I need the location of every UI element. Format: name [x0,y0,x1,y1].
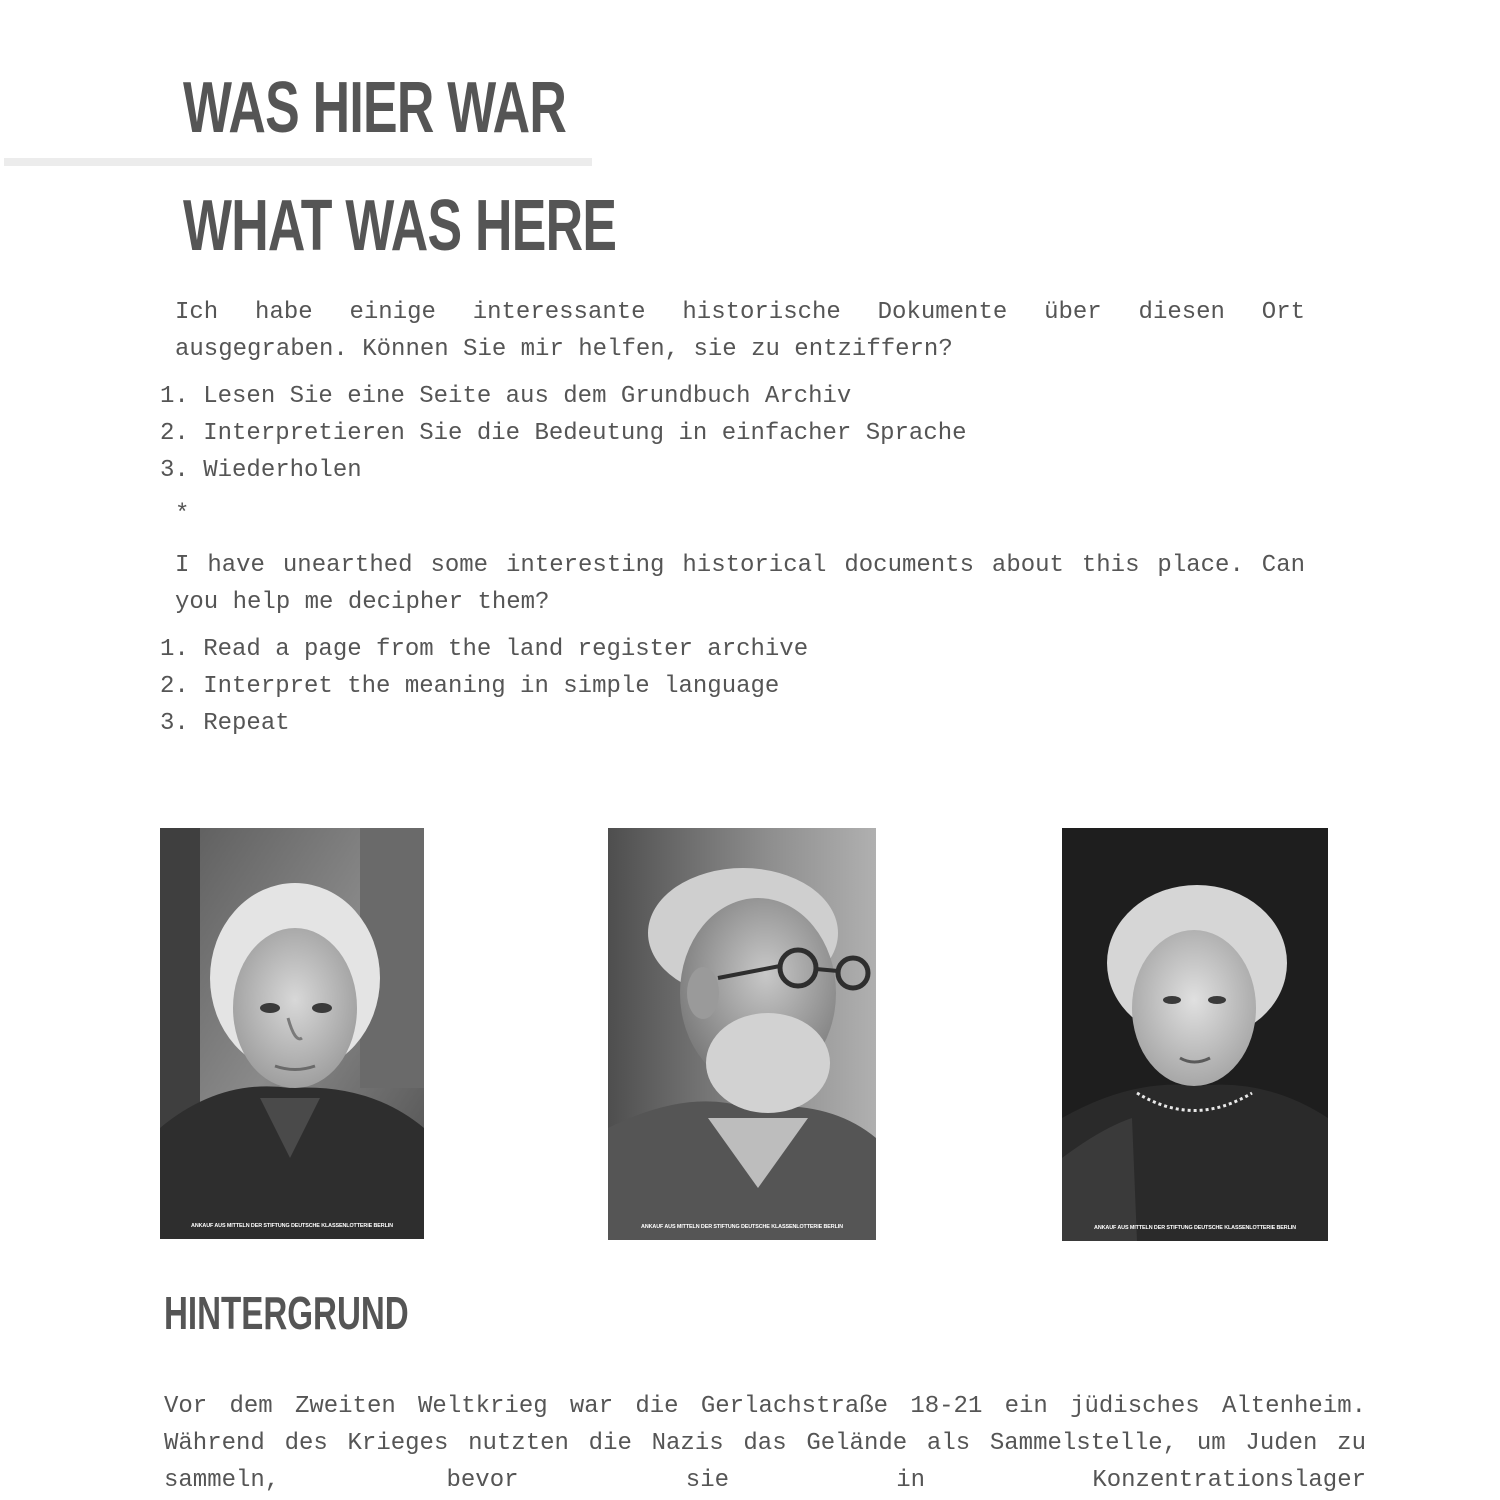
photo-credit: ANKAUF AUS MITTELN DER STIFTUNG DEUTSCHE KLASSENLOTTERIE BERLIN [641,1224,843,1230]
steps-list-german [160,378,967,489]
portrait-photo-elderly-man [608,828,876,1240]
title-divider [4,158,592,166]
section-title-background: HINTERGRUND [164,1287,409,1339]
page-title-english: WHAT WAS HERE [183,186,617,266]
page-title-german: WAS HIER WAR [183,68,567,148]
photo-credit: ANKAUF AUS MITTELN DER STIFTUNG DEUTSCHE KLASSENLOTTERIE BERLIN [191,1223,393,1229]
portrait-photo-woman [1062,828,1328,1241]
portrait-photo-elderly-woman [160,828,424,1239]
intro-paragraph-english: I have unearthed some interesting historical documents about this place. Can you help me decipher them? [175,552,1305,616]
photo-credit: ANKAUF AUS MITTELN DER STIFTUNG DEUTSCHE KLASSENLOTTERIE BERLIN [1094,1225,1296,1231]
list-item: 2. Interpret the meaning in simple language [160,673,780,700]
background-paragraph: Vor dem Zweiten Weltkrieg war die Gerlachstraße 18-21 ein jüdisches Altenheim. Während des Krieges nutzten die Nazis das Gelände als Sammelstelle, um Juden zu sammeln, bevor sie in Konzentrationslager [164,1393,1366,1494]
list-item: 3. Wiederholen [160,457,362,484]
list-item: 2. Interpretieren Sie die Bedeutung in einfacher Sprache [160,420,967,447]
section-separator: * [175,501,190,528]
list-item: 1. Lesen Sie eine Seite aus dem Grundbuch Archiv [160,383,852,410]
list-item: 1. Read a page from the land register archive [160,636,809,663]
intro-paragraph-german: Ich habe einige interessante historische Dokumente über diesen Ort ausgegraben. Können Sie mir helfen, sie zu entziffern? [175,299,1305,363]
list-item: 3. Repeat [160,710,290,737]
steps-list-english [160,631,808,742]
